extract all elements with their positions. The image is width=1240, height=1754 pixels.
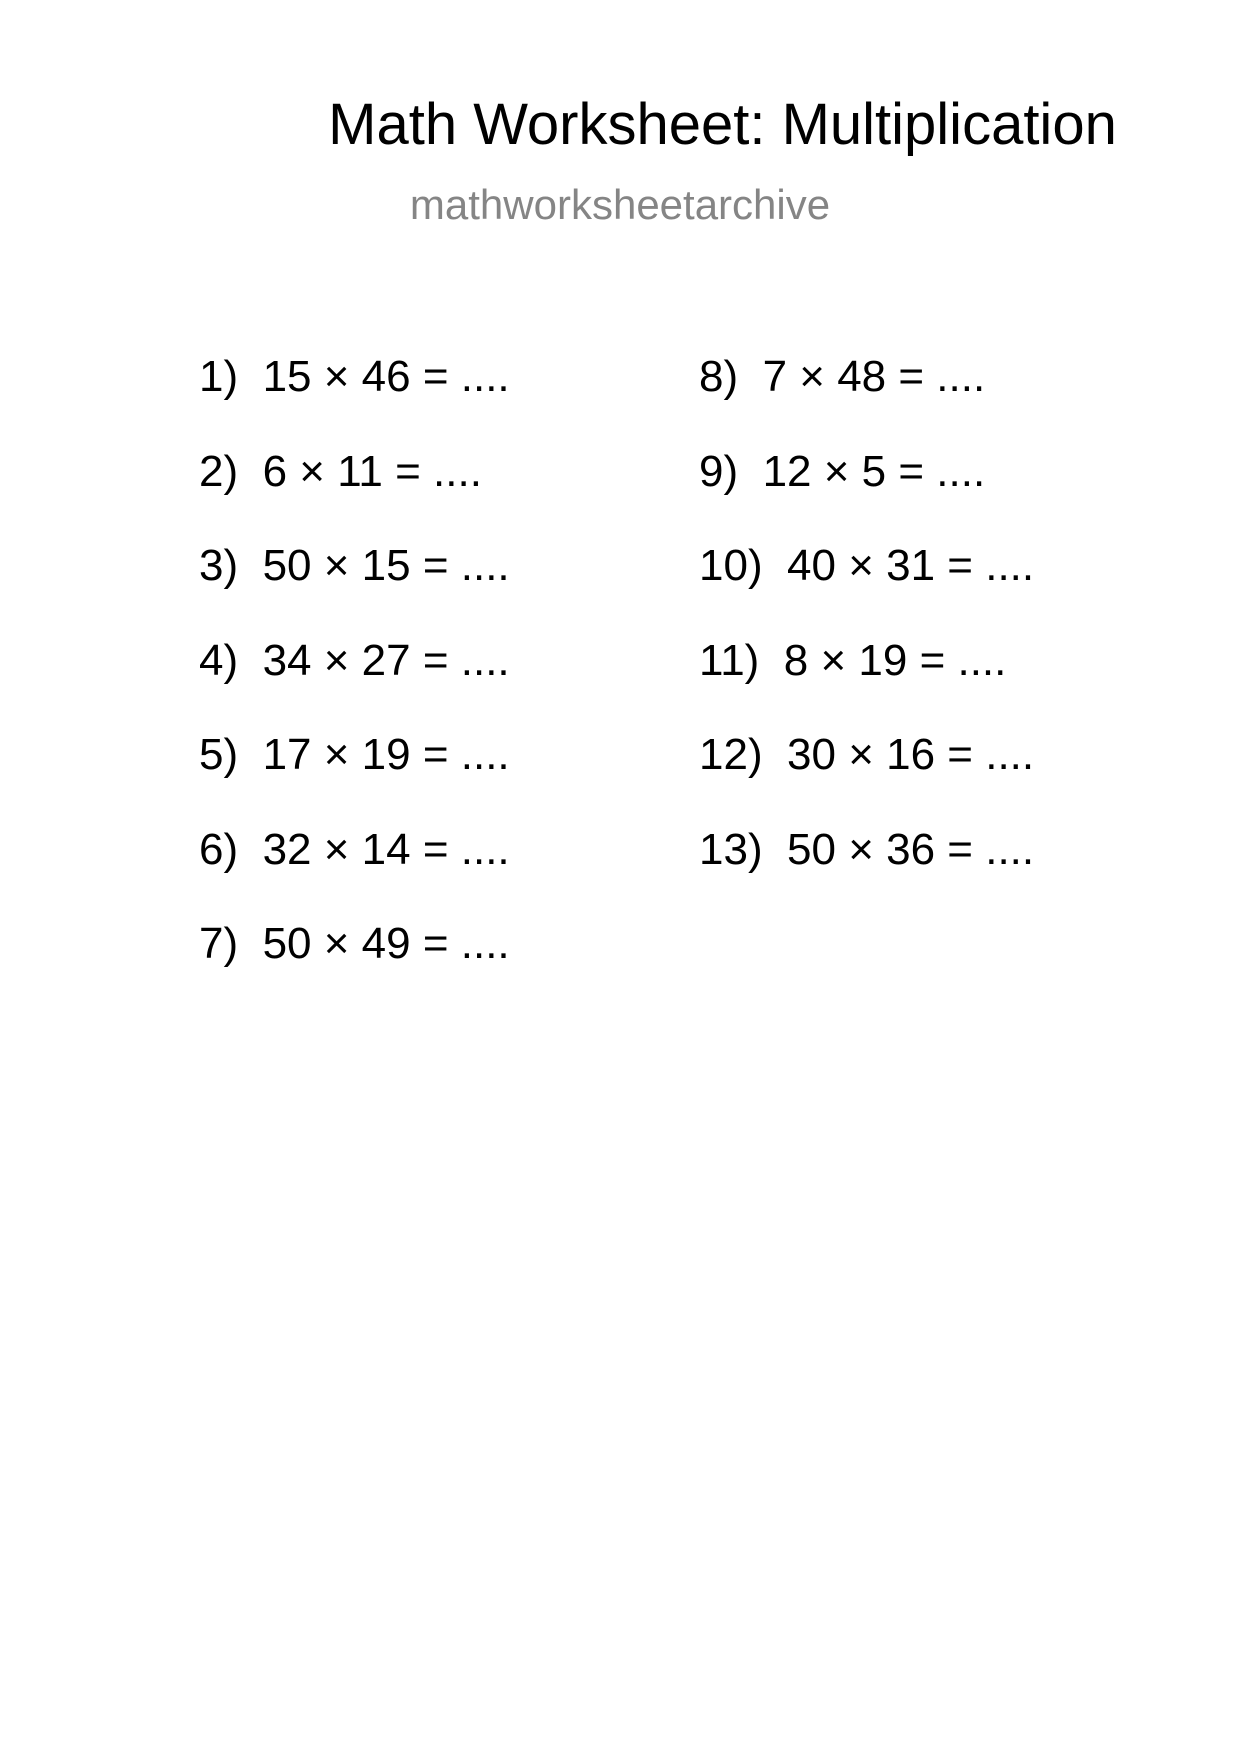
problems-right-column — [699, 352, 1034, 919]
problem-expression: 7 × 48 = .... — [762, 352, 986, 401]
problem-item — [199, 447, 510, 542]
problem-number: 11) — [699, 635, 760, 685]
page-title: Math Worksheet: Multiplication — [328, 92, 1117, 157]
problem-number: 4) — [199, 635, 239, 685]
problem-number: 13) — [699, 824, 763, 874]
problem-number: 12) — [699, 730, 763, 779]
problem-item — [199, 730, 510, 825]
problem-expression: 50 × 36 = .... — [787, 824, 1035, 874]
problem-expression: 6 × 11 = .... — [262, 446, 482, 496]
problem-item — [199, 825, 510, 920]
problem-number: 6) — [199, 824, 239, 874]
problem-item — [699, 541, 1034, 636]
problem-number: 9) — [699, 446, 739, 496]
problems-left-column — [199, 352, 510, 1014]
problem-item — [199, 919, 510, 1014]
problem-expression: 34 × 27 = .... — [262, 635, 510, 685]
problem-number: 1) — [199, 352, 239, 401]
problem-item — [699, 730, 1034, 825]
problem-number: 8) — [699, 352, 739, 401]
problem-item — [699, 352, 1034, 447]
problem-item — [199, 636, 510, 731]
problem-item — [199, 352, 510, 447]
problem-expression: 50 × 15 = .... — [262, 541, 510, 590]
problem-expression: 15 × 46 = .... — [262, 352, 510, 401]
problem-number: 3) — [199, 541, 239, 590]
problem-number: 10) — [699, 541, 763, 590]
page-subtitle: mathworksheetarchive — [409, 181, 831, 228]
problem-item — [199, 541, 510, 636]
problem-item — [699, 825, 1034, 920]
problem-expression: 40 × 31 = .... — [787, 541, 1035, 590]
problem-item — [699, 636, 1034, 731]
problem-number: 7) — [199, 919, 239, 968]
problem-number: 5) — [199, 730, 239, 779]
problem-expression: 8 × 19 = .... — [783, 635, 1007, 685]
problem-expression: 32 × 14 = .... — [262, 824, 510, 874]
problem-item — [699, 447, 1034, 542]
problem-expression: 12 × 5 = .... — [762, 446, 986, 496]
problem-number: 2) — [199, 446, 239, 496]
problem-expression: 50 × 49 = .... — [262, 919, 510, 968]
problem-expression: 17 × 19 = .... — [262, 730, 510, 779]
problem-expression: 30 × 16 = .... — [787, 730, 1035, 779]
